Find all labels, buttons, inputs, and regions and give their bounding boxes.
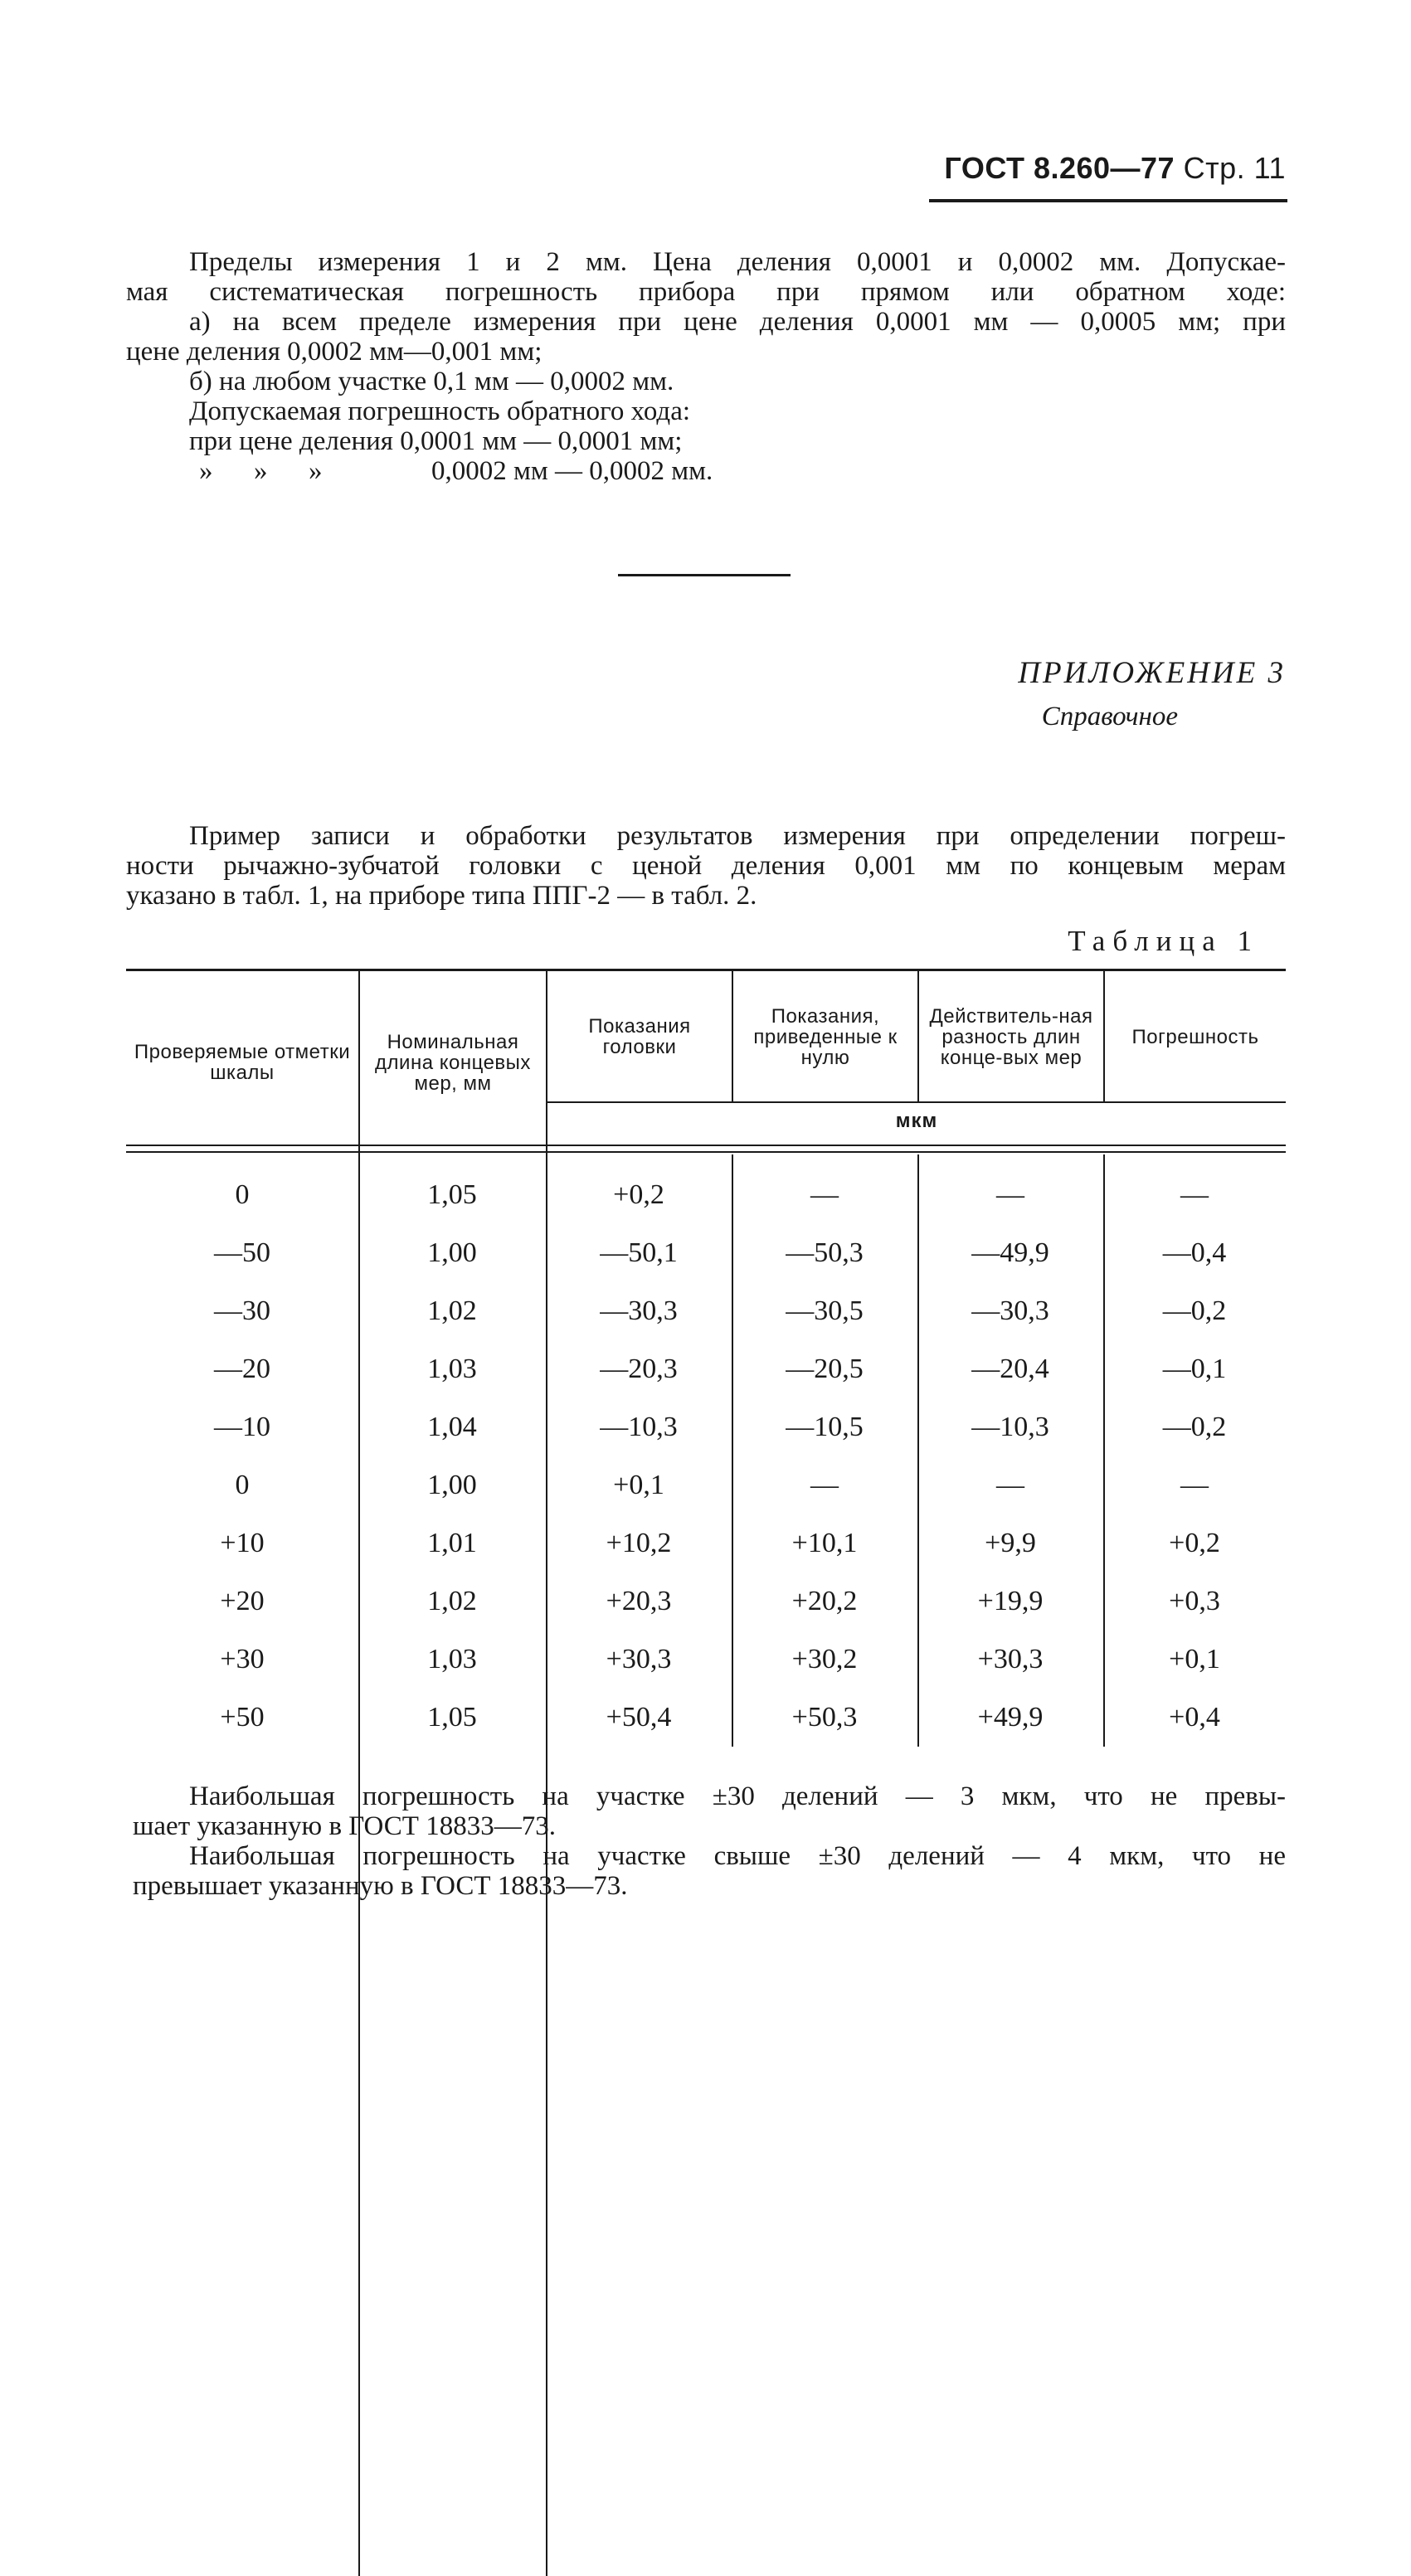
header-checked-marks: Проверяемые отметки шкалы bbox=[134, 1041, 351, 1084]
cell-nominal-length: 1,03 bbox=[427, 1354, 477, 1384]
conclusion-2-line-2: превышает указанную в ГОСТ 18833—73. bbox=[133, 1871, 628, 1901]
example-line-2: ности рычажно-зубчатой головки с ценой деления 0,001 мм по концевым мерам bbox=[126, 851, 1286, 881]
header-nominal-length: Номинальная длина концевых мер, мм bbox=[375, 1030, 531, 1095]
header-zeroed-readings: Показания, приведенные к нулю bbox=[753, 1004, 898, 1069]
header-error: Погрешность bbox=[1131, 1025, 1259, 1048]
cell-head-reading: +30,3 bbox=[606, 1644, 672, 1674]
example-line-3: указано в табл. 1, на приборе типа ППГ-2 — в табл. 2. bbox=[126, 881, 757, 911]
cell-head-reading: —30,3 bbox=[600, 1295, 678, 1326]
cell-error: — bbox=[1180, 1179, 1209, 1210]
cell-nominal-length: 1,05 bbox=[427, 1179, 477, 1210]
cell-nominal-length: 1,00 bbox=[427, 1470, 477, 1500]
cell-checked-mark: —30 bbox=[214, 1295, 270, 1326]
cell-head-reading: +0,1 bbox=[613, 1470, 664, 1500]
table-row bbox=[126, 1166, 1286, 1224]
cell-head-reading: +10,2 bbox=[606, 1528, 672, 1558]
cell-error: +0,2 bbox=[1169, 1528, 1220, 1558]
cell-actual-difference: +30,3 bbox=[977, 1644, 1044, 1674]
table-row bbox=[126, 1456, 1286, 1514]
page-header bbox=[937, 151, 1286, 186]
table-caption: Таблица 1 bbox=[1068, 925, 1259, 957]
cell-head-reading: —50,1 bbox=[600, 1237, 678, 1268]
cell-checked-mark: —10 bbox=[214, 1412, 270, 1442]
table-row bbox=[126, 1689, 1286, 1747]
cell-nominal-length: 1,00 bbox=[427, 1237, 477, 1268]
intro-line-2: мая систематическая погрешность прибора при прямом или обратном ходе: bbox=[126, 277, 1286, 307]
header-head-readings: Показания головки bbox=[588, 1015, 691, 1058]
header-page-number: Стр. 11 bbox=[1183, 151, 1286, 185]
cell-nominal-length: 1,02 bbox=[427, 1586, 477, 1616]
header-bottom-rule-double bbox=[126, 1151, 1286, 1153]
cell-checked-mark: +20 bbox=[220, 1586, 265, 1616]
cell-checked-mark: —20 bbox=[214, 1354, 270, 1384]
table-row bbox=[126, 1340, 1286, 1398]
cell-actual-difference: —10,3 bbox=[971, 1412, 1049, 1442]
cell-actual-difference: +9,9 bbox=[985, 1528, 1036, 1558]
conclusion-1-line-1: Наибольшая погрешность на участке ±30 делений — 3 мкм, что не превы- bbox=[189, 1781, 1286, 1811]
cell-zeroed-reading: —20,5 bbox=[786, 1354, 864, 1384]
reverse-title: Допускаемая погрешность обратного хода: bbox=[189, 396, 691, 426]
table-row bbox=[126, 1398, 1286, 1456]
cell-actual-difference: — bbox=[996, 1179, 1024, 1210]
cell-zeroed-reading: —10,5 bbox=[786, 1412, 864, 1442]
reverse-item-2-value: 0,0002 мм — 0,0002 мм. bbox=[431, 456, 713, 486]
intro-item-a-line-2: цене деления 0,0002 мм—0,001 мм; bbox=[126, 337, 543, 367]
cell-checked-mark: +30 bbox=[220, 1644, 265, 1674]
cell-head-reading: +20,3 bbox=[606, 1586, 672, 1616]
conclusion-2-line-1: Наибольшая погрешность на участке свыше ±30 делений — 4 мкм, что не bbox=[189, 1841, 1286, 1871]
cell-nominal-length: 1,01 bbox=[427, 1528, 477, 1558]
cell-zeroed-reading: +30,2 bbox=[791, 1644, 858, 1674]
header-doc-number: ГОСТ 8.260—77 bbox=[944, 151, 1175, 185]
unit-label: мкм bbox=[895, 1110, 938, 1132]
intro-item-b: б) на любом участке 0,1 мм — 0,0002 мм. bbox=[189, 367, 674, 396]
cell-zeroed-reading: — bbox=[810, 1470, 839, 1500]
cell-head-reading: +50,4 bbox=[606, 1702, 672, 1733]
cell-checked-mark: +10 bbox=[220, 1528, 265, 1558]
reverse-item-2-ditto: » » » bbox=[199, 456, 323, 486]
cell-checked-mark: +50 bbox=[220, 1702, 265, 1733]
cell-checked-mark: 0 bbox=[235, 1179, 250, 1210]
cell-actual-difference: —49,9 bbox=[971, 1237, 1049, 1268]
cell-error: —0,4 bbox=[1162, 1237, 1227, 1268]
table-row bbox=[126, 1282, 1286, 1340]
cell-error: +0,3 bbox=[1169, 1586, 1220, 1616]
cell-head-reading: —10,3 bbox=[600, 1412, 678, 1442]
cell-error: —0,2 bbox=[1162, 1412, 1227, 1442]
cell-checked-mark: —50 bbox=[214, 1237, 270, 1268]
example-line-1: Пример записи и обработки результатов измерения при определении погреш- bbox=[189, 821, 1286, 851]
cell-actual-difference: — bbox=[996, 1470, 1024, 1500]
cell-error: +0,1 bbox=[1169, 1644, 1220, 1674]
section-divider bbox=[618, 574, 791, 576]
cell-checked-mark: 0 bbox=[235, 1470, 250, 1500]
header-actual-difference: Действитель-ная разность длин конце-вых мер bbox=[929, 1004, 1093, 1069]
cell-error: —0,2 bbox=[1162, 1295, 1227, 1326]
header-rule bbox=[929, 199, 1287, 202]
table-row bbox=[126, 1224, 1286, 1282]
unit-row-rule bbox=[546, 1101, 1286, 1103]
cell-actual-difference: —30,3 bbox=[971, 1295, 1049, 1326]
cell-head-reading: +0,2 bbox=[613, 1179, 664, 1210]
cell-error: +0,4 bbox=[1169, 1702, 1220, 1733]
intro-line-1: Пределы измерения 1 и 2 мм. Цена деления 0,0001 и 0,0002 мм. Допускае- bbox=[189, 247, 1286, 277]
cell-zeroed-reading: — bbox=[810, 1179, 839, 1210]
appendix-subtitle: Справочное bbox=[1041, 702, 1178, 731]
cell-zeroed-reading: +50,3 bbox=[791, 1702, 858, 1733]
header-bottom-rule bbox=[126, 1145, 1286, 1146]
intro-item-a-line-1: а) на всем пределе измерения при цене деления 0,0001 мм — 0,0005 мм; при bbox=[189, 307, 1286, 337]
table-row bbox=[126, 1631, 1286, 1689]
cell-actual-difference: +19,9 bbox=[977, 1586, 1044, 1616]
cell-actual-difference: —20,4 bbox=[971, 1354, 1049, 1384]
reverse-item-1: при цене деления 0,0001 мм — 0,0001 мм; bbox=[189, 426, 683, 456]
cell-nominal-length: 1,02 bbox=[427, 1295, 477, 1326]
cell-zeroed-reading: +20,2 bbox=[791, 1586, 858, 1616]
cell-actual-difference: +49,9 bbox=[977, 1702, 1044, 1733]
table-row bbox=[126, 1572, 1286, 1631]
cell-nominal-length: 1,05 bbox=[427, 1702, 477, 1733]
cell-zeroed-reading: —50,3 bbox=[786, 1237, 864, 1268]
appendix-title: ПРИЛОЖЕНИЕ 3 bbox=[1018, 656, 1286, 690]
cell-zeroed-reading: +10,1 bbox=[791, 1528, 858, 1558]
cell-head-reading: —20,3 bbox=[600, 1354, 678, 1384]
cell-error: —0,1 bbox=[1162, 1354, 1227, 1384]
cell-nominal-length: 1,03 bbox=[427, 1644, 477, 1674]
cell-error: — bbox=[1180, 1470, 1209, 1500]
cell-zeroed-reading: —30,5 bbox=[786, 1295, 864, 1326]
cell-nominal-length: 1,04 bbox=[427, 1412, 477, 1442]
table-top-rule bbox=[126, 969, 1286, 971]
conclusion-1-line-2: шает указанную в ГОСТ 18833—73. bbox=[133, 1811, 556, 1841]
table-row bbox=[126, 1514, 1286, 1572]
